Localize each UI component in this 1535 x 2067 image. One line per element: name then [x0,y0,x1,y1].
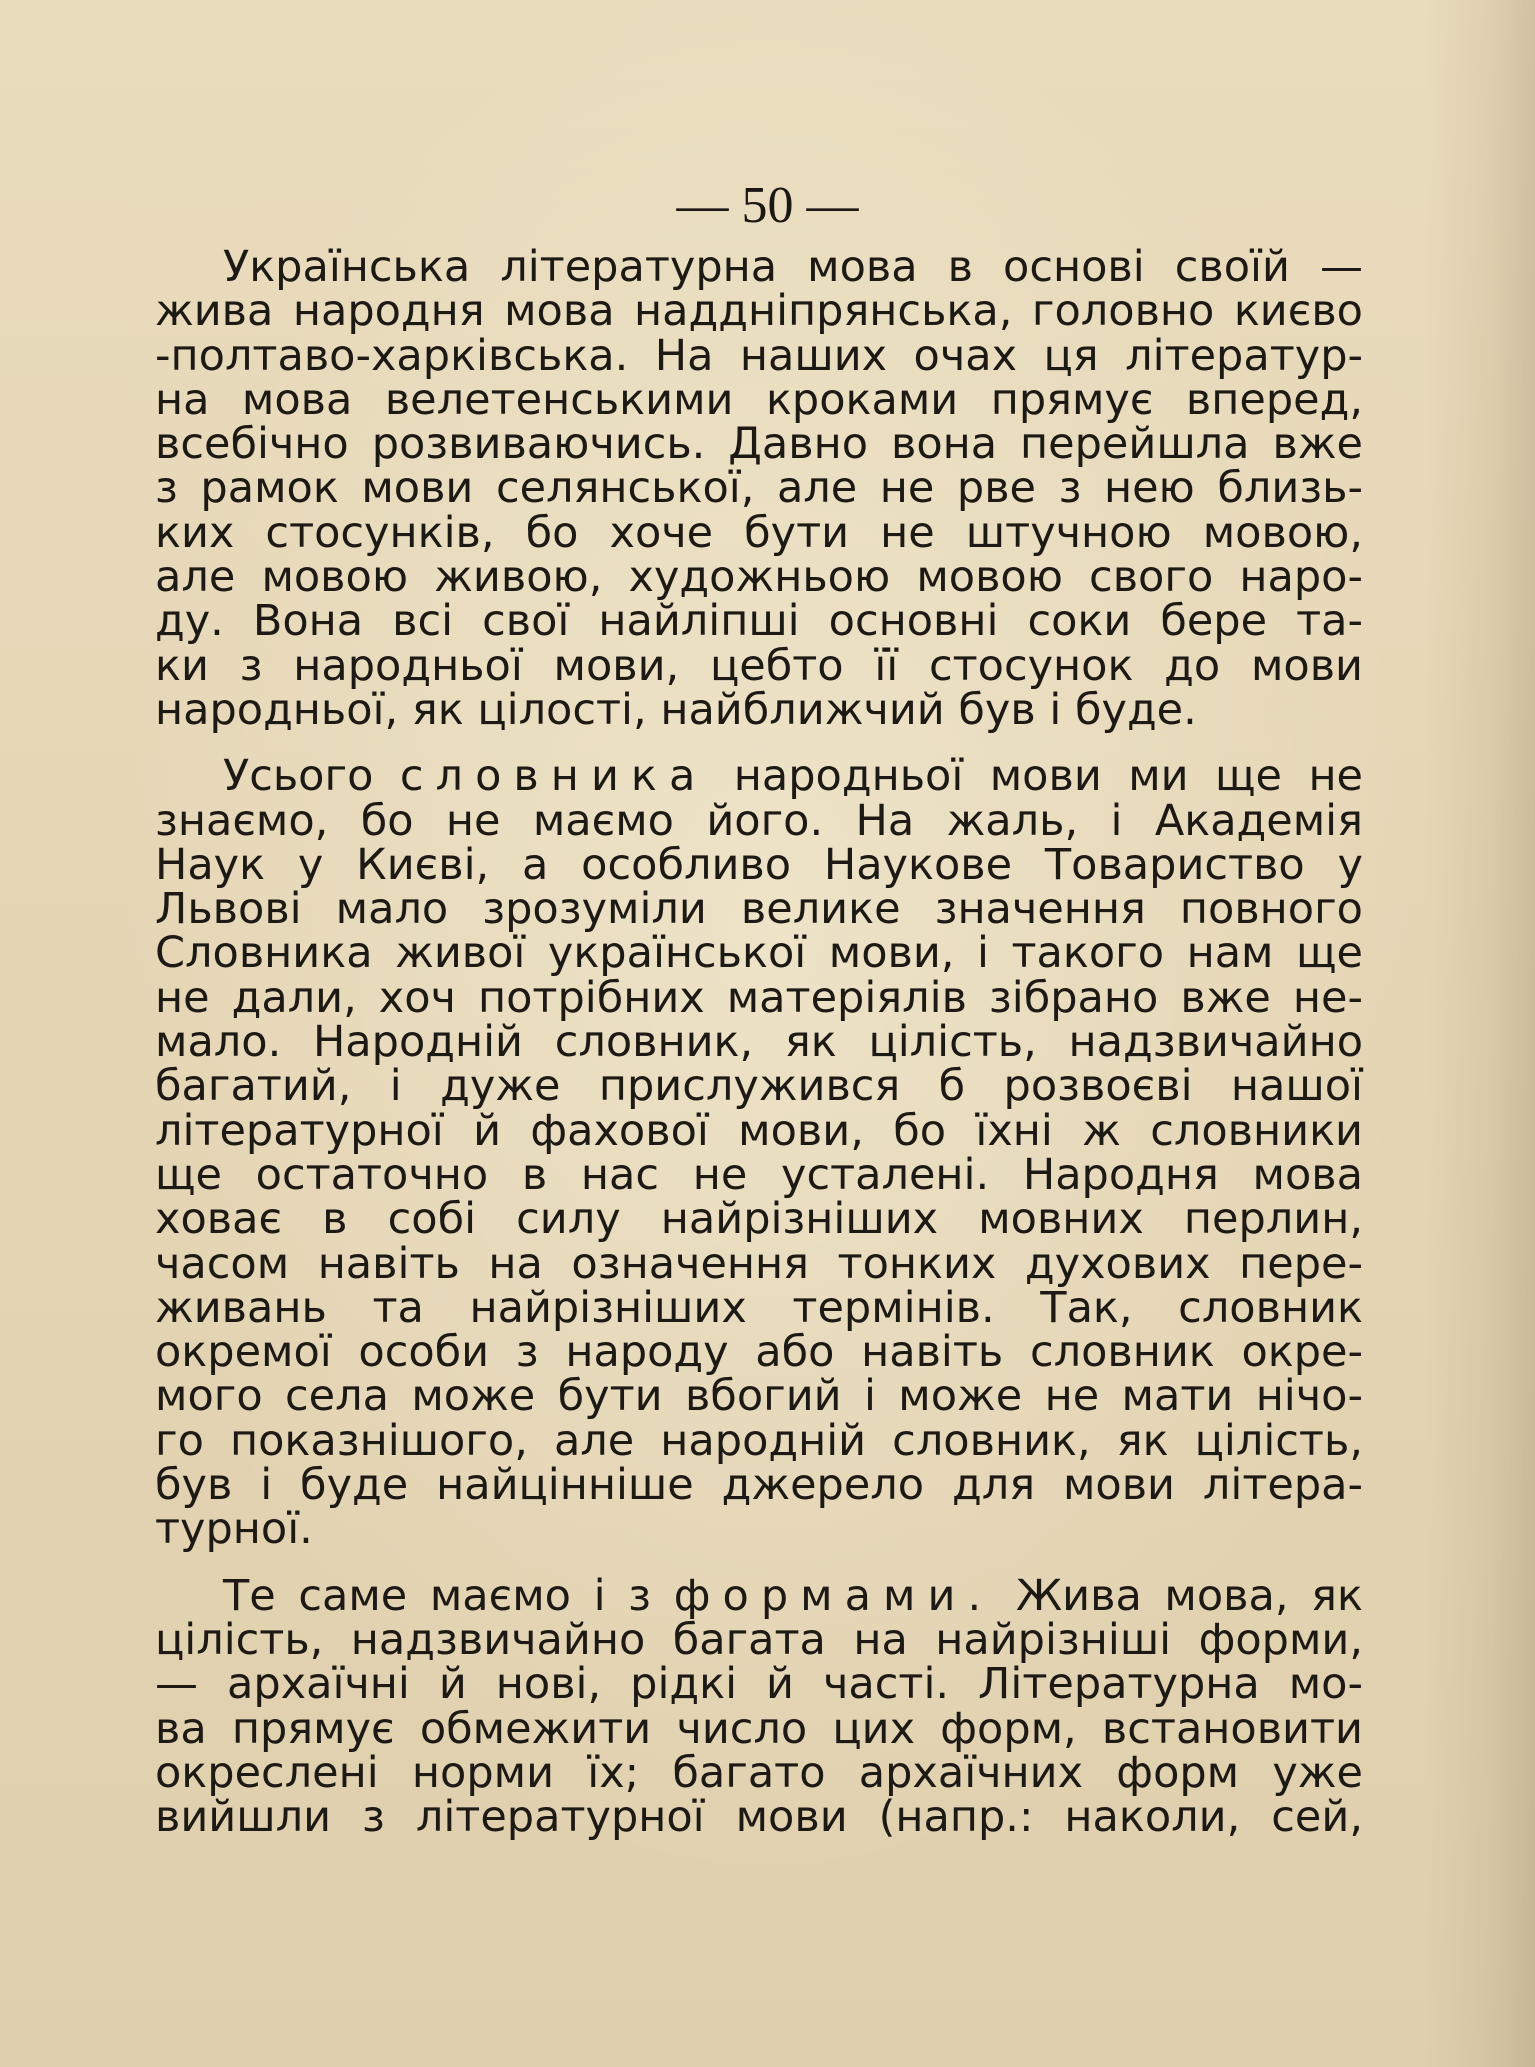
text-line [155,751,1364,802]
text-line: всебічно розвиваючись. Давно вона перейшла вже [155,419,1363,470]
text-line: Львові мало зрозуміли велике значення повного [155,884,1363,935]
text-run: народньої мови ми ще не [733,751,1364,802]
text-line: не дали, хоч потрібних матеріялів зібрано вже не- [155,972,1363,1023]
text-line: ще остаточно в нас не усталені. Народня мова [155,1149,1363,1200]
text-line: Українська літературна мова в основі своїй — [223,242,1363,292]
text-line: на мова велетенськими кроками прямує вперед, [155,374,1363,425]
page-number: — 50 — [676,177,859,234]
text-line: народньої, як цілості, найближчий був і буде. [155,684,1197,735]
text-line: ховає в собі силу найрізніших мовних перлин, [155,1194,1363,1245]
page-edge-shadow [1425,0,1535,2067]
text-run: Те саме маємо і з [223,1570,652,1621]
text-line: мало. Народній словник, як цілість, надзвичайно [155,1017,1363,1068]
text-line: ки з народньої мови, цебто її стосунок до мови [155,640,1363,691]
text-line: цілість, надзвичайно багата на найрізніші форми, [155,1614,1363,1665]
text-line: Словника живої української мови, і такого нам ще [155,928,1363,979]
text-line: ва прямує обмежити число цих форм, встановити [155,1703,1363,1754]
paragraph-3 [155,1570,1363,1843]
text-line: ких стосунків, бо хоче бути не штучною мовою, [155,507,1363,558]
text-line: часом навіть на означення тонких духових пере- [155,1238,1363,1289]
text-line: з рамок мови селянської, але не рве з нею близь- [155,463,1363,514]
text-line: багатий, і дуже прислужився б розвоєві нашої [155,1061,1363,1112]
text-line: живань та найрізніших термінів. Так, словник [155,1282,1363,1333]
body-text [155,242,1364,1843]
text-line: окреслені норми їх; багато архаїчних форм уже [155,1747,1363,1798]
emphasized-word: словника [399,751,708,802]
emphasized-word: формами. [673,1570,994,1621]
text-line: турної. [155,1504,313,1555]
text-line: літературної й фахової мови, бо їхні ж словники [155,1105,1363,1156]
text-line: окремої особи з народу або навіть словник окре- [155,1327,1363,1378]
text-line: мого села може бути вбогий і може не мати нічо- [155,1371,1363,1422]
text-line: знаємо, бо не маємо його. На жаль, і Академія [155,795,1363,846]
text-line: — архаїчні й нові, рідкі й часті. Літературна мо- [155,1659,1363,1710]
text-line: го показнішого, але народній словник, як цілість, [155,1415,1363,1466]
paragraph-2 [155,751,1364,1555]
paragraph-1 [155,242,1363,735]
text-run: Жива мова, як [1015,1570,1363,1621]
text-line: вийшли з літературної мови (напр.: наколи, сей, [155,1792,1363,1843]
text-line: але мовою живою, художньою мовою свого наро- [155,552,1363,603]
text-run: Усього [223,751,374,802]
text-line [155,1570,1363,1621]
text-line: -полтаво-харківська. На наших очах ця літератур- [155,330,1363,381]
text-line: жива народня мова наддніпрянська, головно києво [155,286,1363,337]
text-line: Наук у Києві, а особливо Наукове Товариство у [155,839,1363,890]
text-line: був і буде найцінніше джерело для мови літера- [155,1460,1363,1511]
text-line: ду. Вона всі свої найліпші основні соки бере та- [155,596,1363,647]
